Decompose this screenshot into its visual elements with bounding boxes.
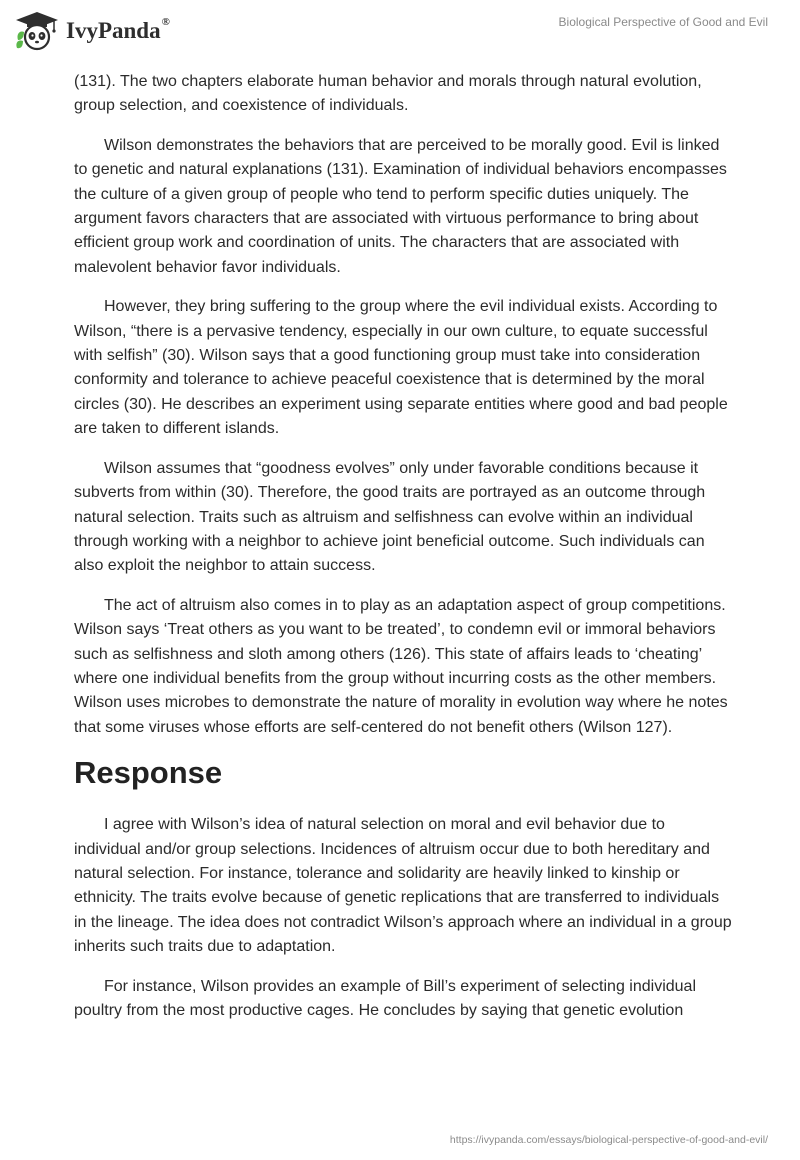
- brand-name: [66, 18, 170, 44]
- paragraph: Wilson demonstrates the behaviors that are perceived to be morally good. Evil is linked to genetic and natural explanations (131). Examination of individual behaviors encompasses the culture of a given group of people who tend to perform specific duties uniquely. The argument favors characters that are associated with virtuous performance to bring about efficient group work and coordination of units. The characters that are associated with malevolent behavior favor individuals.: [74, 136, 727, 276]
- document-title: Biological Perspective of Good and Evil: [558, 15, 768, 29]
- ivypanda-logo[interactable]: [14, 10, 170, 52]
- paragraph: The act of altruism also comes in to play as an adaptation aspect of group competitions. Wilson says ‘Treat others as you want to be treated’, to condemn evil or immoral behaviors such as selfishness and sloth among others (126). This state of affairs leads to ‘cheating’ where one individual benefits from the group without incurring costs as the other members. Wilson uses microbes to demonstrate the nature of morality in evolution way where he notes that some viruses whose efforts are self-centered do not benefit others (Wilson 127).: [74, 596, 728, 736]
- panda-graduate-icon: [14, 10, 60, 52]
- paragraph: Wilson assumes that “goodness evolves” only under favorable conditions because it subverts from within (30). Therefore, the good traits are portrayed as an outcome through natural selection. Traits such as altruism and selfishness can evolve within an individual through working with a neighbor to achieve joint beneficial outcome. Such individuals can also exploit the neighbor to attain success.: [74, 459, 706, 575]
- paragraph-continuation: (131). The two chapters elaborate human behavior and morals through natural evolution, group selection, and coexistence of individuals.: [74, 73, 702, 115]
- brand-text: IvyPanda: [66, 18, 161, 43]
- source-url[interactable]: https://ivypanda.com/essays/biological-perspective-of-good-and-evil/: [449, 1134, 768, 1146]
- paragraph: However, they bring suffering to the group where the evil individual exists. According to Wilson, “there is a pervasive tendency, especially in our own culture, to equate successful with selfish” (30). Wilson says that a good functioning group must take into consideration conformity and tolerance to achieve peaceful coexistence that is determined by the moral circles (30). He describes an experiment using separate entities where good and bad people are taken to different islands.: [74, 298, 728, 438]
- page-header: [0, 0, 800, 60]
- section-heading-response: Response: [74, 755, 223, 791]
- paragraph: I agree with Wilson’s idea of natural selection on moral and evil behavior due to individual and/or group selections. Incidences of altruism occur due to both hereditary and natural selection. For instance, tolerance and solidarity are heavily linked to kinship or ethnicity. The traits evolve because of genetic replications that are transferred to individuals in the lineage. The idea does not contradict Wilson’s approach where an individual in a group inherits such traits due to adaptation.: [74, 816, 732, 956]
- registered-mark: ®: [161, 16, 170, 29]
- paragraph: For instance, Wilson provides an example of Bill’s experiment of selecting individual poultry from the most productive cages. He concludes by saying that genetic evolution: [74, 977, 696, 1019]
- essay-content: [74, 70, 734, 1038]
